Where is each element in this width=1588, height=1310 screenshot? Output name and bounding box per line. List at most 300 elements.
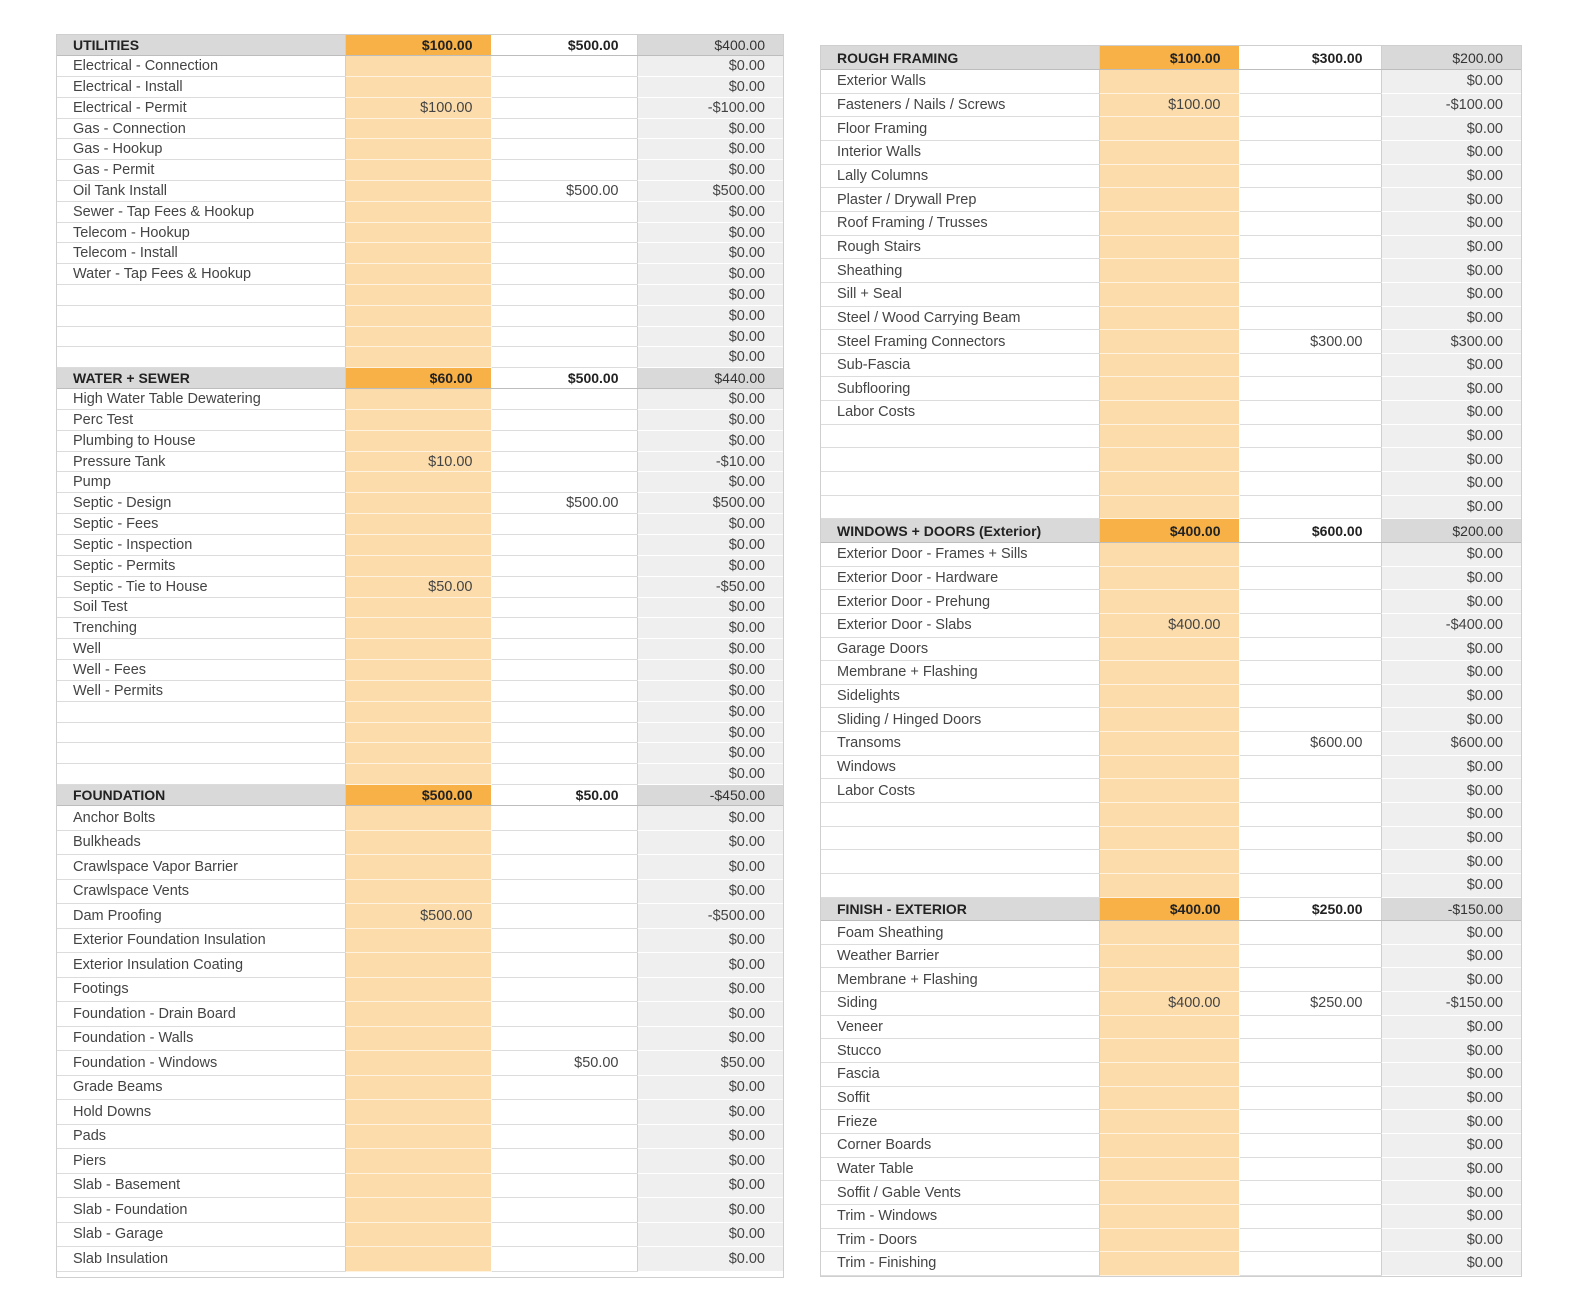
estimated-cost-cell[interactable] [1099,1086,1239,1110]
actual-cost-cell[interactable] [491,514,637,535]
estimated-cost-cell[interactable] [345,1198,491,1223]
actual-cost-cell[interactable] [491,118,637,139]
estimated-cost-cell[interactable] [345,472,491,493]
estimated-cost-cell[interactable] [1099,968,1239,992]
section-actual-total[interactable]: $50.00 [491,785,637,806]
estimated-cost-cell[interactable] [345,326,491,347]
line-item-label[interactable]: Oil Tank Install [57,181,345,202]
difference-cell[interactable]: $0.00 [1381,566,1521,590]
line-item-label[interactable] [57,326,345,347]
line-item-label[interactable]: Floor Framing [821,117,1099,141]
line-item-label[interactable]: Slab - Foundation [57,1198,345,1223]
section-difference-total[interactable]: -$450.00 [637,785,783,806]
difference-cell[interactable]: $0.00 [637,285,783,306]
line-item-label[interactable]: Trim - Windows [821,1204,1099,1228]
line-item-label[interactable]: Pads [57,1124,345,1149]
difference-cell[interactable]: $0.00 [1381,826,1521,850]
difference-cell[interactable]: $0.00 [637,680,783,701]
actual-cost-cell[interactable] [1239,353,1381,377]
difference-cell[interactable]: -$100.00 [637,97,783,118]
line-item-label[interactable]: Fascia [821,1063,1099,1087]
line-item-label[interactable] [57,305,345,326]
actual-cost-cell[interactable] [491,160,637,181]
line-item-label[interactable]: Exterior Foundation Insulation [57,928,345,953]
actual-cost-cell[interactable] [491,660,637,681]
difference-cell[interactable]: $0.00 [637,977,783,1002]
estimated-cost-cell[interactable] [1099,188,1239,212]
estimated-cost-cell[interactable] [1099,424,1239,448]
estimated-cost-cell[interactable] [345,222,491,243]
actual-cost-cell[interactable]: $50.00 [491,1051,637,1076]
actual-cost-cell[interactable] [1239,164,1381,188]
line-item-label[interactable] [821,850,1099,874]
difference-cell[interactable]: $0.00 [1381,1157,1521,1181]
estimated-cost-cell[interactable] [345,77,491,98]
section-title[interactable]: WATER + SEWER [57,368,345,389]
difference-cell[interactable]: $0.00 [1381,1204,1521,1228]
section-actual-total[interactable]: $500.00 [491,368,637,389]
estimated-cost-cell[interactable] [1099,1181,1239,1205]
line-item-label[interactable]: Steel / Wood Carrying Beam [821,306,1099,330]
line-item-label[interactable]: Exterior Walls [821,70,1099,94]
estimated-cost-cell[interactable] [1099,377,1239,401]
section-actual-total[interactable]: $300.00 [1239,46,1381,70]
line-item-label[interactable]: Telecom - Hookup [57,222,345,243]
difference-cell[interactable]: $0.00 [637,618,783,639]
actual-cost-cell[interactable] [1239,377,1381,401]
estimated-cost-cell[interactable] [345,139,491,160]
difference-cell[interactable]: $0.00 [637,1026,783,1051]
difference-cell[interactable]: $0.00 [637,1075,783,1100]
line-item-label[interactable]: Garage Doors [821,637,1099,661]
estimated-cost-cell[interactable] [345,243,491,264]
difference-cell[interactable]: $0.00 [637,347,783,368]
difference-cell[interactable]: $0.00 [1381,282,1521,306]
actual-cost-cell[interactable] [491,1002,637,1027]
actual-cost-cell[interactable] [1239,448,1381,472]
actual-cost-cell[interactable] [491,409,637,430]
section-title[interactable]: WINDOWS + DOORS (Exterior) [821,519,1099,543]
estimated-cost-cell[interactable] [345,118,491,139]
actual-cost-cell[interactable] [1239,235,1381,259]
actual-cost-cell[interactable] [1239,755,1381,779]
line-item-label[interactable]: Weather Barrier [821,944,1099,968]
actual-cost-cell[interactable] [491,722,637,743]
difference-cell[interactable]: -$400.00 [1381,613,1521,637]
actual-cost-cell[interactable] [1239,1204,1381,1228]
difference-cell[interactable]: $0.00 [637,243,783,264]
line-item-label[interactable]: Septic - Permits [57,555,345,576]
line-item-label[interactable]: Grade Beams [57,1075,345,1100]
difference-cell[interactable]: $0.00 [637,1222,783,1247]
estimated-cost-cell[interactable] [1099,542,1239,566]
difference-cell[interactable]: $0.00 [637,514,783,535]
line-item-label[interactable]: Slab - Basement [57,1173,345,1198]
estimated-cost-cell[interactable] [1099,779,1239,803]
difference-cell[interactable]: $0.00 [637,1100,783,1125]
actual-cost-cell[interactable]: $300.00 [1239,330,1381,354]
estimated-cost-cell[interactable] [345,389,491,410]
section-difference-total[interactable]: $200.00 [1381,46,1521,70]
line-item-label[interactable]: Pump [57,472,345,493]
difference-cell[interactable]: $0.00 [637,743,783,764]
line-item-label[interactable]: Plumbing to House [57,430,345,451]
estimated-cost-cell[interactable] [345,1247,491,1272]
line-item-label[interactable]: Sliding / Hinged Doors [821,708,1099,732]
actual-cost-cell[interactable] [491,806,637,831]
difference-cell[interactable]: $0.00 [1381,803,1521,827]
difference-cell[interactable]: $0.00 [1381,188,1521,212]
actual-cost-cell[interactable] [491,326,637,347]
difference-cell[interactable]: $500.00 [637,181,783,202]
difference-cell[interactable]: $0.00 [637,264,783,285]
estimated-cost-cell[interactable] [345,879,491,904]
line-item-label[interactable]: Hold Downs [57,1100,345,1125]
estimated-cost-cell[interactable] [1099,873,1239,897]
line-item-label[interactable]: Subflooring [821,377,1099,401]
estimated-cost-cell[interactable]: $50.00 [345,576,491,597]
difference-cell[interactable]: $0.00 [637,139,783,160]
section-title[interactable]: FOUNDATION [57,785,345,806]
line-item-label[interactable] [57,701,345,722]
line-item-label[interactable]: Exterior Door - Hardware [821,566,1099,590]
line-item-label[interactable]: Slab - Garage [57,1222,345,1247]
difference-cell[interactable]: $0.00 [1381,70,1521,94]
estimated-cost-cell[interactable] [1099,259,1239,283]
estimated-cost-cell[interactable] [345,264,491,285]
actual-cost-cell[interactable] [491,680,637,701]
line-item-label[interactable]: Labor Costs [821,401,1099,425]
line-item-label[interactable] [821,424,1099,448]
actual-cost-cell[interactable] [491,243,637,264]
estimated-cost-cell[interactable] [1099,661,1239,685]
estimated-cost-cell[interactable] [1099,944,1239,968]
estimated-cost-cell[interactable] [1099,1133,1239,1157]
line-item-label[interactable]: Trenching [57,618,345,639]
section-actual-total[interactable]: $250.00 [1239,897,1381,921]
section-actual-total[interactable]: $500.00 [491,35,637,56]
line-item-label[interactable]: Membrane + Flashing [821,968,1099,992]
difference-cell[interactable]: $0.00 [637,472,783,493]
line-item-label[interactable]: Piers [57,1149,345,1174]
difference-cell[interactable]: $0.00 [1381,850,1521,874]
estimated-cost-cell[interactable] [1099,282,1239,306]
actual-cost-cell[interactable] [491,830,637,855]
difference-cell[interactable]: $0.00 [1381,661,1521,685]
estimated-cost-cell[interactable] [1099,1228,1239,1252]
estimated-cost-cell[interactable]: $500.00 [345,904,491,929]
actual-cost-cell[interactable] [1239,1063,1381,1087]
actual-cost-cell[interactable] [1239,779,1381,803]
estimated-cost-cell[interactable] [345,409,491,430]
difference-cell[interactable]: -$10.00 [637,451,783,472]
section-estimated-total[interactable]: $60.00 [345,368,491,389]
difference-cell[interactable]: $0.00 [1381,141,1521,165]
difference-cell[interactable]: $0.00 [637,1002,783,1027]
estimated-cost-cell[interactable] [1099,211,1239,235]
estimated-cost-cell[interactable] [1099,1039,1239,1063]
actual-cost-cell[interactable] [491,139,637,160]
difference-cell[interactable]: $0.00 [637,222,783,243]
actual-cost-cell[interactable] [491,56,637,77]
actual-cost-cell[interactable] [1239,211,1381,235]
actual-cost-cell[interactable] [491,201,637,222]
estimated-cost-cell[interactable] [1099,850,1239,874]
difference-cell[interactable]: $0.00 [637,764,783,785]
section-estimated-total[interactable]: $400.00 [1099,897,1239,921]
estimated-cost-cell[interactable] [1099,235,1239,259]
line-item-label[interactable]: Rough Stairs [821,235,1099,259]
difference-cell[interactable]: $0.00 [637,701,783,722]
line-item-label[interactable]: Sill + Seal [821,282,1099,306]
actual-cost-cell[interactable] [491,430,637,451]
actual-cost-cell[interactable] [1239,306,1381,330]
actual-cost-cell[interactable] [1239,401,1381,425]
actual-cost-cell[interactable] [491,222,637,243]
actual-cost-cell[interactable] [1239,944,1381,968]
line-item-label[interactable] [57,722,345,743]
line-item-label[interactable]: Foundation - Drain Board [57,1002,345,1027]
line-item-label[interactable]: Bulkheads [57,830,345,855]
line-item-label[interactable]: Gas - Hookup [57,139,345,160]
actual-cost-cell[interactable] [491,1124,637,1149]
difference-cell[interactable]: $600.00 [1381,732,1521,756]
estimated-cost-cell[interactable] [345,977,491,1002]
difference-cell[interactable]: $0.00 [1381,164,1521,188]
actual-cost-cell[interactable] [1239,873,1381,897]
difference-cell[interactable]: $0.00 [1381,1228,1521,1252]
actual-cost-cell[interactable]: $600.00 [1239,732,1381,756]
estimated-cost-cell[interactable] [1099,306,1239,330]
estimated-cost-cell[interactable] [1099,70,1239,94]
difference-cell[interactable]: $0.00 [637,56,783,77]
actual-cost-cell[interactable] [1239,1110,1381,1134]
line-item-label[interactable]: Exterior Insulation Coating [57,953,345,978]
difference-cell[interactable]: $0.00 [1381,377,1521,401]
estimated-cost-cell[interactable] [1099,1063,1239,1087]
difference-cell[interactable]: $0.00 [1381,306,1521,330]
line-item-label[interactable]: Dam Proofing [57,904,345,929]
actual-cost-cell[interactable] [491,618,637,639]
estimated-cost-cell[interactable] [1099,590,1239,614]
line-item-label[interactable]: Exterior Door - Slabs [821,613,1099,637]
estimated-cost-cell[interactable] [1099,755,1239,779]
line-item-label[interactable]: Perc Test [57,409,345,430]
difference-cell[interactable]: $0.00 [1381,708,1521,732]
actual-cost-cell[interactable] [1239,708,1381,732]
line-item-label[interactable]: Well - Fees [57,660,345,681]
difference-cell[interactable]: $0.00 [637,1173,783,1198]
line-item-label[interactable] [821,803,1099,827]
estimated-cost-cell[interactable] [345,535,491,556]
estimated-cost-cell[interactable] [345,806,491,831]
difference-cell[interactable]: $0.00 [637,830,783,855]
actual-cost-cell[interactable] [1239,259,1381,283]
difference-cell[interactable]: $0.00 [637,305,783,326]
line-item-label[interactable] [57,347,345,368]
line-item-label[interactable]: Corner Boards [821,1133,1099,1157]
line-item-label[interactable]: Slab Insulation [57,1247,345,1272]
difference-cell[interactable]: $0.00 [1381,637,1521,661]
line-item-label[interactable]: Electrical - Install [57,77,345,98]
line-item-label[interactable]: Well [57,639,345,660]
line-item-label[interactable]: Septic - Fees [57,514,345,535]
estimated-cost-cell[interactable]: $400.00 [1099,992,1239,1016]
difference-cell[interactable]: $300.00 [1381,330,1521,354]
line-item-label[interactable]: Septic - Design [57,493,345,514]
line-item-label[interactable]: Electrical - Permit [57,97,345,118]
line-item-label[interactable]: Pressure Tank [57,451,345,472]
actual-cost-cell[interactable] [1239,968,1381,992]
estimated-cost-cell[interactable] [345,1075,491,1100]
line-item-label[interactable]: Soffit / Gable Vents [821,1181,1099,1205]
estimated-cost-cell[interactable] [1099,803,1239,827]
difference-cell[interactable]: $0.00 [637,953,783,978]
line-item-label[interactable]: Crawlspace Vapor Barrier [57,855,345,880]
actual-cost-cell[interactable] [1239,1181,1381,1205]
estimated-cost-cell[interactable] [1099,1157,1239,1181]
section-actual-total[interactable]: $600.00 [1239,519,1381,543]
estimated-cost-cell[interactable] [345,618,491,639]
estimated-cost-cell[interactable] [1099,401,1239,425]
difference-cell[interactable]: $0.00 [1381,944,1521,968]
actual-cost-cell[interactable] [491,928,637,953]
difference-cell[interactable]: $0.00 [1381,755,1521,779]
actual-cost-cell[interactable]: $500.00 [491,181,637,202]
actual-cost-cell[interactable] [491,305,637,326]
difference-cell[interactable]: $0.00 [1381,401,1521,425]
line-item-label[interactable]: Membrane + Flashing [821,661,1099,685]
line-item-label[interactable] [821,826,1099,850]
actual-cost-cell[interactable] [1239,141,1381,165]
line-item-label[interactable]: Interior Walls [821,141,1099,165]
estimated-cost-cell[interactable] [345,555,491,576]
line-item-label[interactable]: Labor Costs [821,779,1099,803]
actual-cost-cell[interactable] [1239,1133,1381,1157]
difference-cell[interactable]: $0.00 [637,597,783,618]
estimated-cost-cell[interactable] [345,1026,491,1051]
section-estimated-total[interactable]: $500.00 [345,785,491,806]
actual-cost-cell[interactable] [1239,803,1381,827]
actual-cost-cell[interactable] [491,472,637,493]
actual-cost-cell[interactable] [491,855,637,880]
actual-cost-cell[interactable] [491,1173,637,1198]
line-item-label[interactable]: High Water Table Dewatering [57,389,345,410]
actual-cost-cell[interactable] [491,977,637,1002]
estimated-cost-cell[interactable] [1099,330,1239,354]
actual-cost-cell[interactable] [491,743,637,764]
difference-cell[interactable]: $0.00 [637,639,783,660]
estimated-cost-cell[interactable] [345,1002,491,1027]
difference-cell[interactable]: $0.00 [1381,353,1521,377]
section-title[interactable]: ROUGH FRAMING [821,46,1099,70]
difference-cell[interactable]: $0.00 [637,1247,783,1272]
difference-cell[interactable]: $0.00 [637,806,783,831]
difference-cell[interactable]: $0.00 [637,389,783,410]
actual-cost-cell[interactable] [491,639,637,660]
estimated-cost-cell[interactable] [1099,637,1239,661]
line-item-label[interactable]: Transoms [821,732,1099,756]
line-item-label[interactable] [821,472,1099,496]
line-item-label[interactable] [57,285,345,306]
line-item-label[interactable]: Windows [821,755,1099,779]
line-item-label[interactable]: Gas - Permit [57,160,345,181]
difference-cell[interactable]: $0.00 [637,1149,783,1174]
line-item-label[interactable]: Telecom - Install [57,243,345,264]
estimated-cost-cell[interactable] [1099,566,1239,590]
line-item-label[interactable] [57,743,345,764]
difference-cell[interactable]: $0.00 [637,118,783,139]
difference-cell[interactable]: $0.00 [637,326,783,347]
estimated-cost-cell[interactable]: $100.00 [1099,93,1239,117]
estimated-cost-cell[interactable] [345,743,491,764]
actual-cost-cell[interactable] [491,555,637,576]
actual-cost-cell[interactable] [491,285,637,306]
difference-cell[interactable]: $0.00 [1381,1252,1521,1276]
estimated-cost-cell[interactable] [345,1222,491,1247]
section-difference-total[interactable]: $400.00 [637,35,783,56]
estimated-cost-cell[interactable] [1099,826,1239,850]
actual-cost-cell[interactable] [1239,613,1381,637]
actual-cost-cell[interactable] [1239,1015,1381,1039]
line-item-label[interactable]: Exterior Door - Frames + Sills [821,542,1099,566]
estimated-cost-cell[interactable] [345,764,491,785]
estimated-cost-cell[interactable] [1099,684,1239,708]
actual-cost-cell[interactable] [491,879,637,904]
estimated-cost-cell[interactable] [345,160,491,181]
line-item-label[interactable]: Siding [821,992,1099,1016]
difference-cell[interactable]: $0.00 [637,660,783,681]
difference-cell[interactable]: $500.00 [637,493,783,514]
estimated-cost-cell[interactable] [1099,164,1239,188]
actual-cost-cell[interactable]: $500.00 [491,493,637,514]
line-item-label[interactable]: Well - Permits [57,680,345,701]
section-difference-total[interactable]: -$150.00 [1381,897,1521,921]
estimated-cost-cell[interactable] [345,201,491,222]
estimated-cost-cell[interactable] [345,597,491,618]
estimated-cost-cell[interactable] [1099,708,1239,732]
actual-cost-cell[interactable] [491,451,637,472]
difference-cell[interactable]: -$150.00 [1381,992,1521,1016]
actual-cost-cell[interactable] [1239,188,1381,212]
difference-cell[interactable]: $0.00 [637,722,783,743]
actual-cost-cell[interactable] [491,77,637,98]
difference-cell[interactable]: $0.00 [1381,1133,1521,1157]
line-item-label[interactable]: Soffit [821,1086,1099,1110]
estimated-cost-cell[interactable] [1099,1110,1239,1134]
actual-cost-cell[interactable] [1239,282,1381,306]
actual-cost-cell[interactable] [1239,1157,1381,1181]
difference-cell[interactable]: $0.00 [1381,211,1521,235]
actual-cost-cell[interactable] [1239,684,1381,708]
actual-cost-cell[interactable] [491,535,637,556]
estimated-cost-cell[interactable] [1099,448,1239,472]
estimated-cost-cell[interactable] [1099,732,1239,756]
actual-cost-cell[interactable] [491,264,637,285]
actual-cost-cell[interactable] [491,576,637,597]
difference-cell[interactable]: $0.00 [1381,448,1521,472]
actual-cost-cell[interactable] [491,701,637,722]
estimated-cost-cell[interactable] [1099,1252,1239,1276]
line-item-label[interactable]: Fasteners / Nails / Screws [821,93,1099,117]
line-item-label[interactable]: Exterior Door - Prehung [821,590,1099,614]
actual-cost-cell[interactable] [1239,566,1381,590]
estimated-cost-cell[interactable] [345,347,491,368]
difference-cell[interactable]: $0.00 [1381,235,1521,259]
estimated-cost-cell[interactable] [345,56,491,77]
estimated-cost-cell[interactable] [1099,117,1239,141]
section-estimated-total[interactable]: $100.00 [1099,46,1239,70]
